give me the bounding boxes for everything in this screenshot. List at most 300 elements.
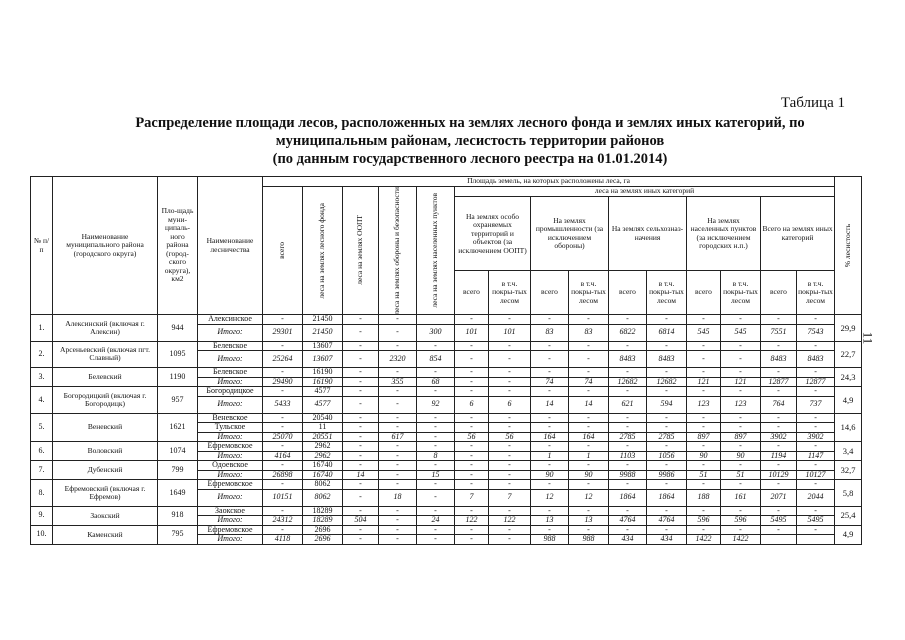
value-cell: - — [531, 423, 569, 433]
value-cell: - — [455, 315, 489, 325]
value-cell: - — [417, 387, 455, 397]
value-cell: - — [489, 423, 531, 433]
table-row — [31, 413, 862, 423]
value-cell: - — [569, 525, 609, 535]
value-cell: - — [647, 480, 687, 490]
value-cell: 20540 — [303, 413, 343, 423]
itogo-value: 74 — [531, 377, 569, 387]
value-cell: - — [343, 315, 379, 325]
forestry-name: Белевское — [198, 341, 263, 351]
itogo-value: 161 — [721, 489, 761, 506]
value-cell: - — [687, 461, 721, 471]
value-cell: - — [797, 442, 835, 452]
value-cell: - — [721, 413, 761, 423]
value-cell: - — [343, 387, 379, 397]
itogo-label: Итого: — [198, 377, 263, 387]
value-cell: - — [687, 506, 721, 516]
itogo-value: 13 — [569, 516, 609, 526]
itogo-value: 504 — [343, 516, 379, 526]
value-cell: - — [343, 480, 379, 490]
forest-cover-pct: 3,4 — [835, 442, 862, 461]
value-cell: - — [343, 506, 379, 516]
forest-cover-pct: 22,7 — [835, 341, 862, 368]
value-cell: - — [647, 341, 687, 351]
itogo-value: 596 — [721, 516, 761, 526]
value-cell: - — [417, 506, 455, 516]
row-number: 2. — [31, 341, 53, 368]
itogo-value: - — [379, 470, 417, 480]
document-title — [110, 114, 830, 168]
value-cell: - — [721, 387, 761, 397]
itogo-value: 15 — [417, 470, 455, 480]
itogo-value: 92 — [417, 396, 455, 413]
itogo-value: 7551 — [761, 324, 797, 341]
itogo-value: 90 — [569, 470, 609, 480]
value-cell: - — [455, 506, 489, 516]
value-cell: - — [761, 480, 797, 490]
header-g2: На землях промышленности (за исключением обороны) — [531, 197, 609, 271]
header-sub-total: всего — [687, 271, 721, 315]
value-cell: - — [797, 461, 835, 471]
itogo-value: 12 — [531, 489, 569, 506]
value-cell: - — [761, 315, 797, 325]
value-cell: - — [687, 423, 721, 433]
table-body — [31, 315, 862, 545]
header-other-group: леса на землях иных категорий — [455, 186, 835, 197]
value-cell: - — [609, 461, 647, 471]
district-name: Дубенский — [53, 461, 158, 480]
value-cell: - — [531, 387, 569, 397]
itogo-value: 5495 — [797, 516, 835, 526]
itogo-value: 123 — [687, 396, 721, 413]
title-line: Распределение площади лесов, расположенных на землях лесного фонда и землях иных категорий, по — [135, 115, 805, 131]
value-cell: - — [647, 461, 687, 471]
value-cell: 8062 — [303, 480, 343, 490]
itogo-value: 1422 — [721, 535, 761, 545]
itogo-label: Итого: — [198, 516, 263, 526]
value-cell: - — [569, 368, 609, 378]
itogo-value: - — [687, 351, 721, 368]
district-area: 795 — [158, 525, 198, 544]
itogo-value: 16740 — [303, 470, 343, 480]
district-name: Заокский — [53, 506, 158, 525]
forestry-name: Ефремовское — [198, 525, 263, 535]
value-cell: - — [455, 480, 489, 490]
header-defense-text: леса на землях обороны и безопасности — [392, 186, 402, 315]
itogo-value: 8483 — [647, 351, 687, 368]
forestry-name: Веневское — [198, 413, 263, 423]
value-cell: - — [721, 341, 761, 351]
district-name: Богородицкий (включая г. Богородицк) — [53, 387, 158, 414]
value-cell: - — [379, 341, 417, 351]
value-cell: - — [489, 461, 531, 471]
forestry-name: Белевское — [198, 368, 263, 378]
forestry-name: Одоевское — [198, 461, 263, 471]
itogo-value: 1422 — [687, 535, 721, 545]
district-area: 944 — [158, 315, 198, 342]
header-area: Пло-щадь муни-ципаль-ного района (город-ского округа), км2 — [158, 177, 198, 315]
itogo-value: - — [343, 351, 379, 368]
forest-cover-pct: 5,8 — [835, 480, 862, 507]
value-cell: - — [569, 461, 609, 471]
value-cell: - — [489, 368, 531, 378]
itogo-label: Итого: — [198, 451, 263, 461]
value-cell: - — [263, 506, 303, 516]
itogo-value: - — [343, 377, 379, 387]
itogo-value: 25264 — [263, 351, 303, 368]
itogo-value: 10151 — [263, 489, 303, 506]
itogo-value: 14 — [569, 396, 609, 413]
forestry-name: Заокское — [198, 506, 263, 516]
value-cell: - — [569, 506, 609, 516]
value-cell: - — [761, 368, 797, 378]
itogo-value: 1864 — [609, 489, 647, 506]
itogo-value: 20551 — [303, 432, 343, 442]
itogo-value: 1 — [531, 451, 569, 461]
value-cell: - — [761, 442, 797, 452]
itogo-value: 56 — [455, 432, 489, 442]
itogo-value: 29301 — [263, 324, 303, 341]
itogo-value: 12 — [569, 489, 609, 506]
table-row — [31, 506, 862, 516]
itogo-value: - — [343, 451, 379, 461]
value-cell: - — [721, 315, 761, 325]
forest-cover-pct: 14,6 — [835, 413, 862, 442]
forest-cover-pct: 24,3 — [835, 368, 862, 387]
header-sub-covered: в т.ч. покры-тых лесом — [569, 271, 609, 315]
itogo-value — [797, 535, 835, 545]
value-cell: - — [647, 423, 687, 433]
itogo-value: 51 — [687, 470, 721, 480]
value-cell: - — [263, 387, 303, 397]
value-cell: - — [761, 506, 797, 516]
itogo-label: Итого: — [198, 324, 263, 341]
itogo-value: 10129 — [761, 470, 797, 480]
value-cell: - — [797, 341, 835, 351]
forestry-name: Тульское — [198, 423, 263, 433]
itogo-value: 2044 — [797, 489, 835, 506]
header-sub-total: всего — [609, 271, 647, 315]
value-cell: - — [263, 315, 303, 325]
itogo-value: 2696 — [303, 535, 343, 545]
value-cell: 2962 — [303, 442, 343, 452]
value-cell: - — [797, 423, 835, 433]
itogo-value: 68 — [417, 377, 455, 387]
itogo-value: 5433 — [263, 396, 303, 413]
itogo-value: 2785 — [647, 432, 687, 442]
itogo-value: - — [455, 377, 489, 387]
header-defense — [379, 186, 417, 315]
itogo-value: 434 — [647, 535, 687, 545]
district-name: Алексинский (включая г. Алексин) — [53, 315, 158, 342]
value-cell: - — [647, 413, 687, 423]
itogo-value: 29490 — [263, 377, 303, 387]
table-row — [31, 368, 862, 378]
header-forest-fund-text: леса на землях лесного фонда — [317, 202, 327, 299]
itogo-value: 300 — [417, 324, 455, 341]
value-cell: - — [455, 413, 489, 423]
itogo-value: - — [379, 535, 417, 545]
value-cell: - — [761, 387, 797, 397]
itogo-label: Итого: — [198, 489, 263, 506]
value-cell: - — [569, 423, 609, 433]
value-cell: - — [489, 341, 531, 351]
table-row — [31, 442, 862, 452]
value-cell: - — [761, 413, 797, 423]
value-cell: - — [761, 341, 797, 351]
itogo-value: - — [417, 535, 455, 545]
value-cell: - — [609, 341, 647, 351]
value-cell: - — [455, 442, 489, 452]
value-cell: - — [379, 525, 417, 535]
value-cell: - — [263, 368, 303, 378]
value-cell: - — [455, 368, 489, 378]
itogo-value: 18 — [379, 489, 417, 506]
table-row — [31, 461, 862, 471]
itogo-value: - — [489, 351, 531, 368]
value-cell: - — [417, 461, 455, 471]
value-cell: - — [489, 413, 531, 423]
itogo-value: 121 — [721, 377, 761, 387]
itogo-value: 6 — [489, 396, 531, 413]
forest-cover-pct: 32,7 — [835, 461, 862, 480]
itogo-value: 101 — [489, 324, 531, 341]
itogo-value: 5495 — [761, 516, 797, 526]
header-sub-covered: в т.ч. покры-тых лесом — [489, 271, 531, 315]
forest-cover-pct: 29,9 — [835, 315, 862, 342]
itogo-value: 188 — [687, 489, 721, 506]
itogo-value: 1056 — [647, 451, 687, 461]
itogo-value: - — [455, 535, 489, 545]
value-cell: - — [531, 341, 569, 351]
value-cell: - — [797, 387, 835, 397]
district-name: Арсеньевский (включая пгт. Славный) — [53, 341, 158, 368]
itogo-value: 4764 — [647, 516, 687, 526]
value-cell: - — [379, 387, 417, 397]
value-cell: 16190 — [303, 368, 343, 378]
row-number: 7. — [31, 461, 53, 480]
itogo-label: Итого: — [198, 432, 263, 442]
value-cell: - — [531, 413, 569, 423]
value-cell: - — [379, 461, 417, 471]
row-number: 5. — [31, 413, 53, 442]
itogo-label: Итого: — [198, 396, 263, 413]
itogo-value: - — [455, 351, 489, 368]
value-cell: - — [263, 461, 303, 471]
value-cell: - — [687, 315, 721, 325]
value-cell: - — [761, 525, 797, 535]
itogo-value: 594 — [647, 396, 687, 413]
value-cell: - — [721, 461, 761, 471]
row-number: 4. — [31, 387, 53, 414]
title-line: (по данным государственного лесного реестра на 01.01.2014) — [272, 151, 668, 167]
value-cell: - — [489, 315, 531, 325]
header-sub-total: всего — [761, 271, 797, 315]
value-cell: - — [379, 506, 417, 516]
itogo-value: - — [379, 516, 417, 526]
itogo-value: 8483 — [761, 351, 797, 368]
header-total-text: всего — [277, 241, 287, 259]
header-district: Наименование муниципального района (городского округа) — [53, 177, 158, 315]
value-cell: - — [569, 315, 609, 325]
value-cell: - — [531, 461, 569, 471]
value-cell: - — [379, 368, 417, 378]
row-number: 1. — [31, 315, 53, 342]
value-cell: - — [647, 368, 687, 378]
itogo-value: 90 — [531, 470, 569, 480]
itogo-value: 1 — [569, 451, 609, 461]
district-area: 1621 — [158, 413, 198, 442]
itogo-value: 164 — [531, 432, 569, 442]
value-cell: - — [379, 413, 417, 423]
value-cell: - — [761, 423, 797, 433]
itogo-value: - — [379, 324, 417, 341]
value-cell: - — [531, 506, 569, 516]
value-cell: - — [263, 423, 303, 433]
value-cell: - — [489, 442, 531, 452]
itogo-label: Итого: — [198, 470, 263, 480]
itogo-value: 21450 — [303, 324, 343, 341]
value-cell: - — [417, 442, 455, 452]
value-cell: - — [263, 480, 303, 490]
itogo-value: 8483 — [797, 351, 835, 368]
itogo-value: - — [489, 535, 531, 545]
value-cell: - — [647, 525, 687, 535]
header-settlements-text: леса на землях населенных пунктов — [430, 193, 440, 308]
itogo-value: 4577 — [303, 396, 343, 413]
itogo-value: - — [417, 432, 455, 442]
itogo-value: - — [379, 396, 417, 413]
value-cell: - — [797, 368, 835, 378]
itogo-value: 101 — [455, 324, 489, 341]
value-cell: - — [609, 442, 647, 452]
value-cell: - — [687, 525, 721, 535]
itogo-value: - — [489, 451, 531, 461]
itogo-value: 545 — [721, 324, 761, 341]
header-g5: Всего на землях иных категорий — [761, 197, 835, 271]
itogo-value: - — [343, 432, 379, 442]
itogo-value: 1103 — [609, 451, 647, 461]
itogo-value — [761, 535, 797, 545]
itogo-value: 355 — [379, 377, 417, 387]
itogo-value: 7 — [455, 489, 489, 506]
itogo-value: 6822 — [609, 324, 647, 341]
value-cell: - — [647, 387, 687, 397]
itogo-value: 7 — [489, 489, 531, 506]
value-cell: - — [343, 423, 379, 433]
value-cell: - — [797, 525, 835, 535]
itogo-value: 10127 — [797, 470, 835, 480]
value-cell: - — [417, 413, 455, 423]
itogo-value: 4764 — [609, 516, 647, 526]
value-cell: - — [379, 315, 417, 325]
district-name: Каменский — [53, 525, 158, 544]
itogo-value: 18289 — [303, 516, 343, 526]
value-cell: - — [721, 506, 761, 516]
header-g3: На землях сельхозназ-начения — [609, 197, 687, 271]
value-cell: - — [761, 461, 797, 471]
value-cell: - — [489, 506, 531, 516]
title-line: муниципальным районам, лесистость территории районов — [275, 133, 665, 149]
itogo-value: 4164 — [263, 451, 303, 461]
itogo-value: 3902 — [797, 432, 835, 442]
itogo-value: 1864 — [647, 489, 687, 506]
value-cell: - — [379, 423, 417, 433]
itogo-label: Итого: — [198, 351, 263, 368]
value-cell: - — [417, 525, 455, 535]
value-cell: - — [489, 480, 531, 490]
forest-cover-pct: 4,9 — [835, 387, 862, 414]
value-cell: - — [263, 442, 303, 452]
value-cell: - — [797, 506, 835, 516]
itogo-value: 854 — [417, 351, 455, 368]
district-area: 1074 — [158, 442, 198, 461]
itogo-value: 8483 — [609, 351, 647, 368]
value-cell: - — [687, 368, 721, 378]
table-row — [31, 387, 862, 397]
header-pct-text: % лесистость — [842, 223, 852, 268]
itogo-value: 988 — [569, 535, 609, 545]
value-cell: - — [647, 315, 687, 325]
itogo-value: 12682 — [609, 377, 647, 387]
table-row — [31, 480, 862, 490]
value-cell: - — [721, 525, 761, 535]
value-cell: - — [417, 368, 455, 378]
itogo-value: 434 — [609, 535, 647, 545]
itogo-value: 12682 — [647, 377, 687, 387]
value-cell: - — [797, 413, 835, 423]
district-name: Воловский — [53, 442, 158, 461]
table-row — [31, 315, 862, 325]
itogo-value: 621 — [609, 396, 647, 413]
itogo-value: 14 — [343, 470, 379, 480]
itogo-value: - — [721, 351, 761, 368]
itogo-value: 56 — [489, 432, 531, 442]
row-number: 8. — [31, 480, 53, 507]
itogo-value: 83 — [569, 324, 609, 341]
forestry-name: Ефремовское — [198, 442, 263, 452]
row-number: 3. — [31, 368, 53, 387]
itogo-value: 26898 — [263, 470, 303, 480]
header-g4: На землях населенных пунктов (за исключением городских н.п.) — [687, 197, 761, 271]
itogo-value: - — [379, 451, 417, 461]
value-cell: - — [609, 368, 647, 378]
value-cell: 18289 — [303, 506, 343, 516]
itogo-value: 13607 — [303, 351, 343, 368]
itogo-value: 14 — [531, 396, 569, 413]
district-area: 799 — [158, 461, 198, 480]
itogo-value: 9988 — [609, 470, 647, 480]
value-cell: - — [721, 442, 761, 452]
header-sub-covered: в т.ч. покры-тых лесом — [647, 271, 687, 315]
value-cell: - — [343, 461, 379, 471]
value-cell: - — [379, 480, 417, 490]
value-cell: - — [721, 423, 761, 433]
value-cell: - — [531, 525, 569, 535]
value-cell: 21450 — [303, 315, 343, 325]
district-area: 1095 — [158, 341, 198, 368]
value-cell: - — [531, 315, 569, 325]
value-cell: - — [609, 315, 647, 325]
district-name: Веневский — [53, 413, 158, 442]
value-cell: - — [343, 413, 379, 423]
value-cell: - — [609, 480, 647, 490]
value-cell: - — [531, 442, 569, 452]
itogo-value: 164 — [569, 432, 609, 442]
value-cell: - — [609, 387, 647, 397]
value-cell: - — [687, 442, 721, 452]
value-cell: - — [721, 480, 761, 490]
